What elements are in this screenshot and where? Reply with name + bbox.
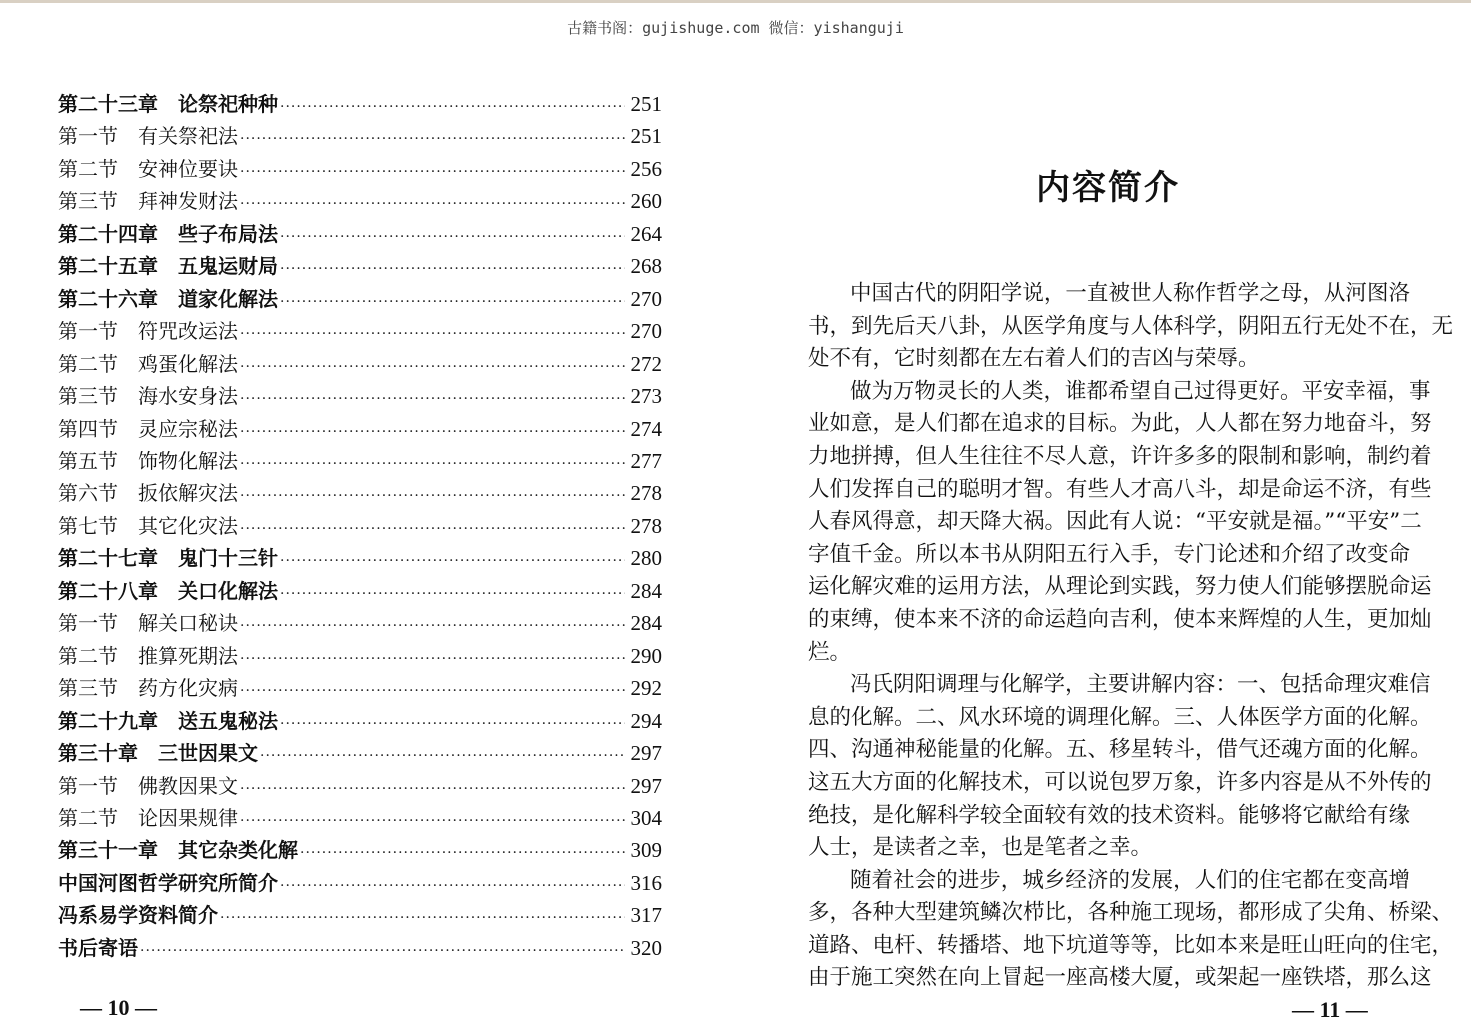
paragraph-line: 由于施工突然在向上冒起一座高楼大厦，或架起一座铁塔，那么这 bbox=[808, 965, 1432, 991]
toc-entry-page: 270 bbox=[630, 286, 662, 311]
right-page-number: — 11 — bbox=[1292, 997, 1368, 1022]
paragraph-line: 息的化解。二、风水环境的调理化解。三、人体医学方面的化解。 bbox=[808, 704, 1432, 730]
toc-entry-title: 第二十九章 送五鬼秘法 bbox=[58, 708, 278, 733]
paragraph-line: 冯氏阴阳调理与化解学，主要讲解内容：一、包括命理灾难信 bbox=[850, 672, 1431, 698]
toc-entry-page: 260 bbox=[630, 189, 662, 214]
toc-entry-title: 第六节 扳依解灾法 bbox=[58, 481, 238, 506]
toc-entry-title: 第三十章 三世因果文 bbox=[58, 741, 258, 766]
intro-text bbox=[808, 278, 1454, 995]
toc-entry-page: 278 bbox=[630, 481, 662, 506]
toc-entry bbox=[58, 348, 662, 380]
toc-entry-title: 第一节 符咒改运法 bbox=[58, 319, 238, 344]
toc-leader-dots bbox=[280, 261, 625, 277]
toc-leader-dots bbox=[280, 229, 625, 245]
toc-entry bbox=[58, 477, 662, 509]
toc-entry-title: 第三十一章 其它杂类化解 bbox=[58, 838, 298, 863]
toc-entry-page: 272 bbox=[630, 351, 662, 376]
toc-entry-page: 273 bbox=[630, 384, 662, 409]
toc-leader-dots bbox=[300, 845, 625, 861]
toc-entry-page: 268 bbox=[630, 254, 662, 279]
toc-leader-dots bbox=[240, 618, 625, 634]
toc-entry-title: 中国河图哲学研究所简介 bbox=[58, 870, 278, 895]
toc-leader-dots bbox=[140, 943, 625, 959]
toc-entry bbox=[58, 899, 662, 931]
toc-leader-dots bbox=[240, 488, 625, 504]
toc-leader-dots bbox=[280, 553, 625, 569]
toc-entry bbox=[58, 218, 662, 250]
toc-leader-dots bbox=[240, 521, 625, 537]
toc-entry-page: 251 bbox=[630, 124, 662, 149]
toc-leader-dots bbox=[240, 781, 625, 797]
toc-entry bbox=[58, 153, 662, 185]
toc-entry-title: 第一节 佛教因果文 bbox=[58, 773, 238, 798]
toc-entry-page: 304 bbox=[630, 805, 662, 830]
toc-entry bbox=[58, 770, 662, 802]
toc-entry-page: 251 bbox=[630, 92, 662, 116]
toc-leader-dots bbox=[240, 131, 625, 147]
toc-entry-page: 316 bbox=[630, 870, 662, 895]
toc-entry bbox=[58, 445, 662, 477]
toc-entry-title: 第七节 其它化灾法 bbox=[58, 513, 238, 538]
toc-entry-page: 284 bbox=[630, 578, 662, 603]
toc-entry-title: 第五节 饰物化解法 bbox=[58, 448, 238, 473]
paragraph-line: 人春风得意，却天降大祸。因此有人说：“平安就是福。”“平安”二 bbox=[808, 509, 1422, 535]
toc-entry bbox=[58, 867, 662, 899]
paragraph-line: 的束缚，使本来不济的命运趋向吉利，使本来辉煌的人生，更加灿 bbox=[808, 606, 1432, 632]
paragraph-line: 运化解灾难的运用方法，从理论到实践，努力使人们能够摆脱命运 bbox=[808, 574, 1432, 600]
paragraph-line: 处不有，它时刻都在左右着人们的吉凶与荣辱。 bbox=[808, 346, 1260, 372]
toc-leader-dots bbox=[280, 716, 625, 732]
table-of-contents bbox=[58, 88, 662, 964]
paragraph-line: 人们发挥自己的聪明才智。有些人才高八斗，却是命运不济，有些 bbox=[808, 476, 1432, 502]
paragraph-line: 四、沟通神秘能量的化解。五、移星转斗，借气还魂方面的化解。 bbox=[808, 737, 1432, 763]
toc-leader-dots bbox=[220, 910, 625, 926]
toc-entry bbox=[58, 542, 662, 574]
top-border bbox=[0, 0, 1471, 3]
toc-entry bbox=[58, 283, 662, 315]
toc-entry bbox=[58, 185, 662, 217]
page-title: 内容简介 bbox=[1036, 168, 1180, 208]
toc-entry-title: 第二十三章 论祭祀种种 bbox=[58, 92, 278, 116]
toc-leader-dots bbox=[240, 683, 625, 699]
toc-entry-title: 第二节 论因果规律 bbox=[58, 805, 238, 830]
toc-entry-title: 第二十六章 道家化解法 bbox=[58, 286, 278, 311]
paragraph-line: 力地拼搏，但人生往往不尽人意，许许多多的限制和影响，制约着 bbox=[808, 443, 1432, 469]
toc-entry bbox=[58, 510, 662, 542]
toc-entry-page: 320 bbox=[630, 935, 662, 960]
toc-leader-dots bbox=[280, 294, 625, 310]
toc-entry bbox=[58, 88, 662, 120]
toc-entry-page: 309 bbox=[630, 838, 662, 863]
toc-entry-title: 第二十五章 五鬼运财局 bbox=[58, 254, 278, 279]
toc-leader-dots bbox=[240, 391, 625, 407]
toc-leader-dots bbox=[240, 164, 625, 180]
toc-entry-page: 280 bbox=[630, 546, 662, 571]
toc-leader-dots bbox=[240, 359, 625, 375]
left-page-number: — 10 — bbox=[80, 995, 157, 1020]
toc-entry bbox=[58, 315, 662, 347]
toc-entry-title: 第一节 有关祭祀法 bbox=[58, 124, 238, 149]
toc-leader-dots bbox=[280, 586, 625, 602]
paragraph-line: 字值千金。所以本书从阴阳五行入手，专门论述和介绍了改变命 bbox=[808, 541, 1411, 567]
toc-entry-page: 294 bbox=[630, 708, 662, 733]
toc-entry-title: 第二节 推算死期法 bbox=[58, 643, 238, 668]
toc-entry bbox=[58, 575, 662, 607]
toc-entry-title: 第四节 灵应宗秘法 bbox=[58, 416, 238, 441]
toc-entry-page: 264 bbox=[630, 221, 662, 246]
toc-entry-page: 284 bbox=[630, 611, 662, 636]
paragraph-line: 多，各种大型建筑鳞次栉比，各种施工现场，都形成了尖角、桥梁、 bbox=[808, 900, 1454, 926]
toc-entry-page: 274 bbox=[630, 416, 662, 441]
toc-entry bbox=[58, 413, 662, 445]
paragraph-line: 业如意，是人们都在追求的目标。为此，人人都在努力地奋斗，努 bbox=[808, 411, 1432, 437]
toc-entry bbox=[58, 737, 662, 769]
toc-entry bbox=[58, 250, 662, 282]
toc-leader-dots bbox=[240, 196, 625, 212]
toc-entry-title: 第三节 药方化灾病 bbox=[58, 676, 238, 701]
paragraph-line: 随着社会的进步，城乡经济的发展，人们的住宅都在变高增 bbox=[850, 867, 1410, 893]
toc-entry-title: 第三节 海水安身法 bbox=[58, 384, 238, 409]
toc-entry-title: 第二十四章 些子布局法 bbox=[58, 221, 278, 246]
toc-entry-title: 书后寄语 bbox=[58, 935, 138, 960]
toc-leader-dots bbox=[280, 878, 625, 894]
toc-leader-dots bbox=[280, 99, 625, 115]
toc-entry bbox=[58, 672, 662, 704]
toc-entry-title: 第二十八章 关口化解法 bbox=[58, 578, 278, 603]
toc-entry-title: 第二节 鸡蛋化解法 bbox=[58, 351, 238, 376]
toc-entry-title: 第三节 拜神发财法 bbox=[58, 189, 238, 214]
paragraph-line: 中国古代的阴阳学说，一直被世人称作哲学之母，从河图洛 bbox=[850, 281, 1410, 306]
toc-leader-dots bbox=[240, 651, 625, 667]
paragraph-line: 烂。 bbox=[808, 639, 852, 665]
toc-leader-dots bbox=[240, 813, 625, 829]
paragraph-line: 这五大方面的化解技术，可以说包罗万象，许多内容是从不外传的 bbox=[808, 769, 1432, 795]
toc-entry-title: 第二十七章 鬼门十三针 bbox=[58, 546, 278, 571]
watermark: 古籍书阁：gujishuge.com 微信：yishanguji bbox=[567, 19, 904, 37]
paragraph-line: 书，到先后天八卦，从医学角度与人体科学，阴阳五行无处不在，无 bbox=[808, 313, 1454, 339]
toc-entry bbox=[58, 932, 662, 964]
paragraph-line: 人士，是读者之幸，也是笔者之幸。 bbox=[808, 835, 1153, 861]
toc-entry bbox=[58, 607, 662, 639]
toc-entry-page: 270 bbox=[630, 319, 662, 344]
toc-leader-dots bbox=[240, 456, 625, 472]
paragraph-line: 做为万物灵长的人类，谁都希望自己过得更好。平安幸福，事 bbox=[850, 378, 1431, 404]
toc-leader-dots bbox=[240, 326, 625, 342]
toc-entry bbox=[58, 380, 662, 412]
toc-entry bbox=[58, 120, 662, 152]
toc-entry-page: 292 bbox=[630, 676, 662, 701]
toc-entry-title: 冯系易学资料简介 bbox=[58, 903, 218, 928]
paragraph-line: 道路、电杆、转播塔、地下坑道等等，比如本来是旺山旺向的住宅， bbox=[808, 932, 1454, 958]
toc-leader-dots bbox=[240, 424, 625, 440]
toc-entry-page: 277 bbox=[630, 448, 662, 473]
toc-entry bbox=[58, 834, 662, 866]
toc-entry-title: 第一节 解关口秘诀 bbox=[58, 611, 238, 636]
toc-leader-dots bbox=[260, 748, 625, 764]
toc-entry bbox=[58, 640, 662, 672]
toc-entry bbox=[58, 705, 662, 737]
toc-entry bbox=[58, 802, 662, 834]
toc-entry-page: 297 bbox=[630, 773, 662, 798]
paragraph-line: 绝技，是化解科学较全面较有效的技术资料。能够将它献给有缘 bbox=[808, 802, 1411, 828]
toc-entry-page: 278 bbox=[630, 513, 662, 538]
toc-entry-page: 297 bbox=[630, 741, 662, 766]
toc-entry-page: 256 bbox=[630, 156, 662, 181]
toc-entry-page: 290 bbox=[630, 643, 662, 668]
toc-entry-title: 第二节 安神位要诀 bbox=[58, 156, 238, 181]
toc-entry-page: 317 bbox=[630, 903, 662, 928]
